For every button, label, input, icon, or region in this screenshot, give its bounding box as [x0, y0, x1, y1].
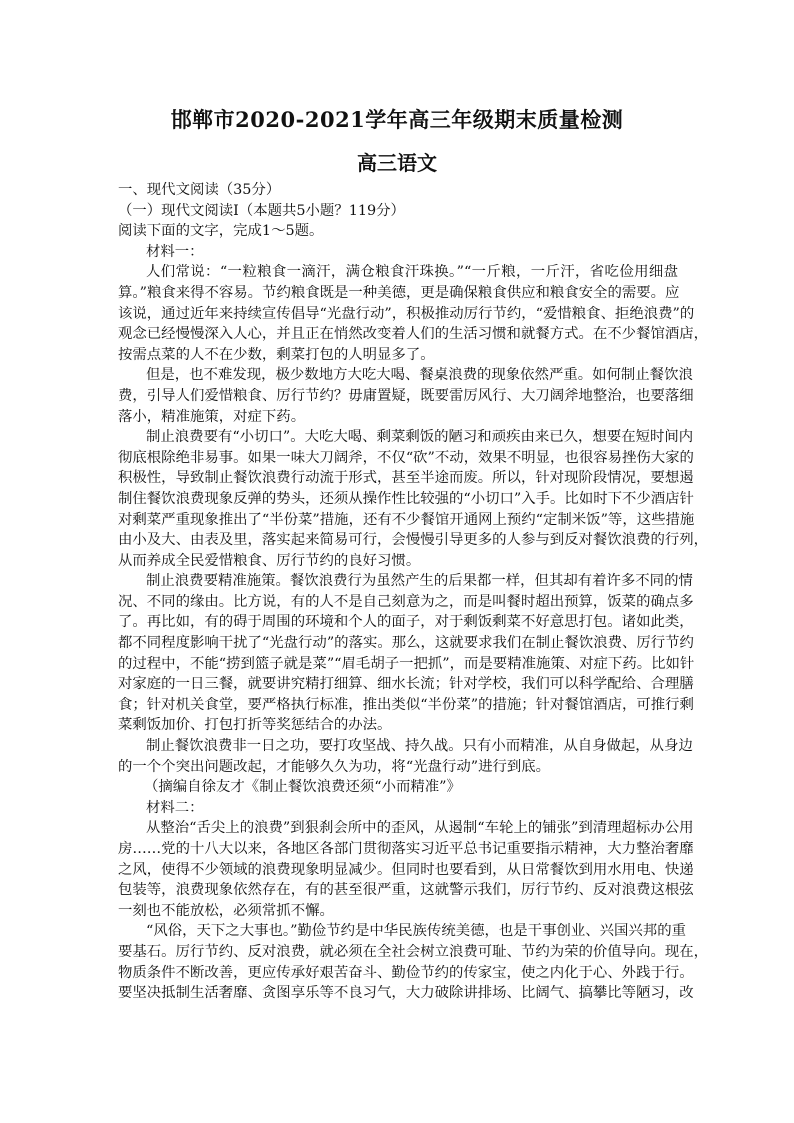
text-line: 一、现代文阅读（35分）	[118, 182, 281, 198]
text-line: 由小及大、由表及里，落实起来简易可行，会慢慢引导更多的人参与到反对餐饮浪费的行列，	[118, 532, 709, 549]
text-line: 材料二：	[146, 799, 204, 816]
text-line: 况、不同的缘由。比方说，有的人不是自己刻意为之，而是叫餐时超出预算，饭菜的确点多	[118, 593, 694, 610]
document-subtitle: 高三语文	[357, 151, 437, 175]
document-title: 邯郸市2020-2021学年高三年级期末质量检测	[170, 107, 624, 132]
text-line: 彻底根除绝非易事。如果一味大刀阔斧，不仅“砍”不动，效果不明显，也很容易挫伤大家的	[118, 449, 694, 466]
text-line: 人们常说：“一粒粮食一滴汗，满仓粮食汗珠换。”“一斤粮，一斤汗，省吃俭用细盘	[146, 264, 678, 281]
text-line: 阅读下面的文字，完成1～5题。	[118, 223, 324, 240]
text-line: 要坚决抵制生活奢靡、贪图享乐等不良习气，大力破除讲排场、比阔气、搞攀比等陋习，改	[118, 985, 694, 1002]
text-line: 的一个个突出问题改起，才能够久久为功，将“光盘行动”进行到底。	[118, 758, 551, 775]
text-line: 但是，也不难发现，极少数地方大吃大喝、餐桌浪费的现象依然严重。如何制止餐饮浪	[146, 367, 693, 384]
text-line: 之风，使得不少领域的浪费现象明显减少。但同时也要看到，从日常餐饮到用水用电、快递	[118, 861, 694, 878]
text-line: 对家庭的一日三餐，就要讲究精打细算、细水长流；针对学校，我们可以科学配给、合理膳	[118, 676, 694, 693]
text-line: 制止浪费要有“小切口”。大吃大喝、剩菜剩饭的陋习和顽疾由来已久，想要在短时间内	[146, 429, 694, 446]
document-body	[118, 180, 709, 1004]
text-line: 包装等，浪费现象依然存在，有的甚至很严重，这就警示我们，厉行节约、反对浪费这根弦	[118, 882, 694, 899]
text-line: 从而养成全民爱惜粮食、厉行节约的良好习惯。	[118, 552, 421, 569]
text-line: 菜剩饭加价、打包打折等奖惩结合的办法。	[118, 717, 392, 734]
text-line: “风俗，天下之大事也。”勤俭节约是中华民族传统美德，也是干事创业、兴国兴邦的重	[146, 923, 686, 940]
text-line: 从整治“舌尖上的浪费”到狠刹会所中的歪风，从遏制“车轮上的铺张”到清理超标办公用	[146, 820, 694, 837]
text-line: 该说，通过近年来持续宣传倡导“光盘行动”，积极推动厉行节约，“爱惜粮食、拒绝浪费”的	[118, 305, 695, 322]
text-line: 算。”粮食来得不容易。节约粮食既是一种美德，更是确保粮食供应和粮食安全的需要。应	[118, 284, 680, 301]
text-line: 一刻也不能放松，必须常抓不懈。	[118, 902, 334, 919]
text-line: 都不同程度影响干扰了“光盘行动”的落实。那么，这就要求我们在制止餐饮浪费、厉行节约	[118, 635, 694, 652]
text-line: （一）现代文阅读Ⅰ（本题共5小题？119分）	[118, 202, 405, 219]
text-line: （摘编自徐友才《制止餐饮浪费还须“小而精准”》	[144, 779, 461, 796]
text-line: 了。再比如，有的碍于周围的环境和个人的面子，对于剩饭剩菜不好意思打包。诸如此类，	[118, 614, 694, 631]
text-line: 的过程中，不能“捞到篮子就是菜”“眉毛胡子一把抓”，而是要精准施策、对症下药。比如针	[118, 655, 695, 672]
text-line: 制止浪费要精准施策。餐饮浪费行为虽然产生的后果都一样，但其却有着许多不同的情	[146, 573, 693, 590]
text-line: 观念已经慢慢深入人心，并且正在悄然改变着人们的生活习惯和就餐方式。在不少餐馆酒店，	[118, 326, 709, 343]
text-line: 材料一：	[146, 243, 204, 260]
text-line: 房……党的十八大以来，各地区各部门贯彻落实习近平总书记重要指示精神，大力整治奢靡	[118, 841, 694, 857]
text-line: 落小，精准施策，对症下药。	[118, 408, 306, 425]
text-line: 按需点菜的人不在少数，剩菜打包的人明显多了。	[118, 346, 435, 363]
text-line: 费，引导人们爱惜粮食、厉行节约？毋庸置疑，既要雷厉风行、大刀阔斧地整治，也要落细	[118, 387, 694, 404]
text-line: 食；针对机关食堂，要严格执行标准，推出类似“半份菜”的措施；针对餐馆酒店，可推行剩	[118, 696, 694, 713]
text-line: 制止餐饮浪费非一日之功，要打攻坚战、持久战。只有小而精准，从自身做起，从身边	[146, 738, 693, 755]
text-line: 要基石。厉行节约、反对浪费，就必须在全社会树立浪费可耻、节约为荣的价值导向。现在，	[118, 943, 709, 960]
text-line: 对剩菜严重现象推出了“半份菜”措施，还有不少餐馆开通网上预约“定制米饭”等，这些措施	[118, 511, 695, 528]
text-line: 积极性，导致制止餐饮浪费行动流于形式，甚至半途而废。所以，针对现阶段情况，要想遏	[118, 470, 694, 487]
text-line: 制住餐饮浪费现象反弹的势头，还须从操作性比较强的“小切口”入手。比如时下不少酒店针	[118, 490, 694, 507]
text-line: 物质条件不断改善，更应传承好艰苦奋斗、勤俭节约的传家宝，使之内化于心、外践于行。	[118, 964, 694, 981]
